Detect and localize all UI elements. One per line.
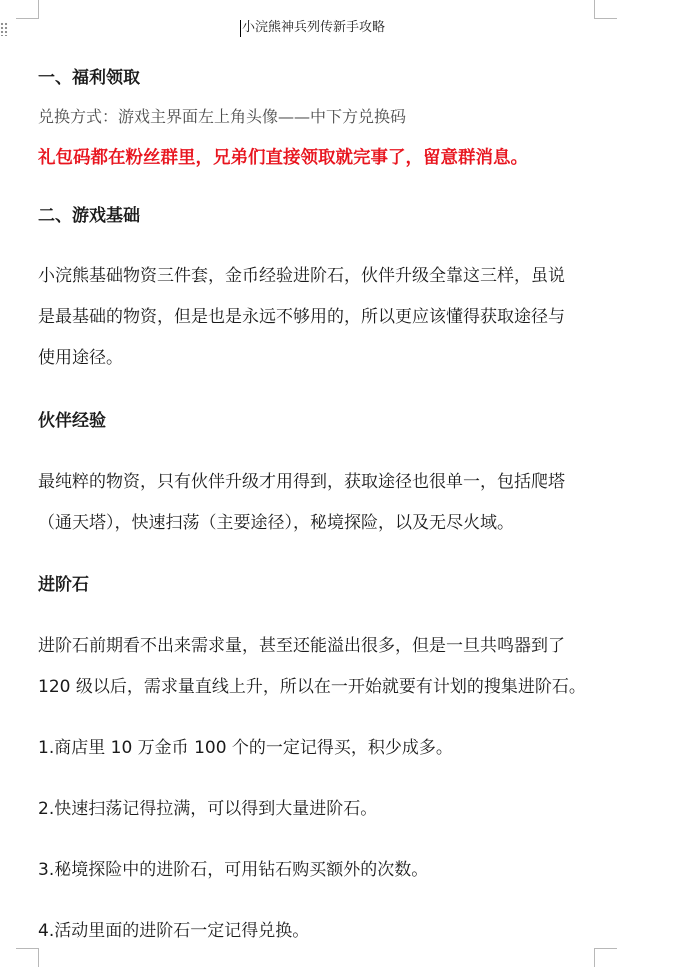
partner-exp-paragraph-line-2: （通天塔），快速扫荡（主要途径），秘境探险，以及无尽火域。 [38, 513, 514, 533]
advance-stone-tip-2: 2.快速扫荡记得拉满，可以得到大量进阶石。 [38, 799, 378, 819]
basics-paragraph-line-3: 使用途径。 [38, 348, 123, 368]
drag-handle-icon[interactable] [0, 22, 8, 36]
crop-mark-bottom-left [16, 948, 39, 967]
section-heading-advance-stone: 进阶石 [38, 575, 89, 595]
crop-mark-bottom-right [594, 948, 617, 967]
basics-paragraph-line-1: 小浣熊基础物资三件套，金币经验进阶石，伙伴升级全靠这三样，虽说 [38, 266, 565, 286]
crop-mark-top-right [594, 0, 617, 19]
text-cursor [240, 20, 241, 37]
advance-stone-paragraph-line-1: 进阶石前期看不出来需求量，甚至还能溢出很多，但是一旦共鸣器到了 [38, 636, 565, 656]
section-heading-partner-exp: 伙伴经验 [38, 411, 106, 431]
redeem-method-text: 兑换方式：游戏主界面左上角头像——中下方兑换码 [38, 107, 407, 126]
advance-stone-tip-1: 1.商店里 10 万金币 100 个的一定记得买，积少成多。 [38, 738, 453, 758]
crop-mark-top-left [16, 0, 39, 19]
advance-stone-tip-3: 3.秘境探险中的进阶石，可用钻石购买额外的次数。 [38, 860, 429, 880]
gift-code-notice: 礼包码都在粉丝群里，兄弟们直接领取就完事了，留意群消息。 [38, 148, 528, 168]
document-header-title[interactable]: 小浣熊神兵列传新手攻略 [242, 20, 386, 35]
partner-exp-paragraph-line-1: 最纯粹的物资，只有伙伴升级才用得到，获取途径也很单一，包括爬塔 [38, 472, 565, 492]
advance-stone-tip-4: 4.活动里面的进阶石一定记得兑换。 [38, 921, 310, 941]
section-heading-basics: 二、游戏基础 [38, 206, 140, 226]
advance-stone-paragraph-line-2: 120 级以后，需求量直线上升，所以在一开始就要有计划的搜集进阶石。 [38, 677, 586, 697]
basics-paragraph-line-2: 是最基础的物资，但是也是永远不够用的，所以更应该懂得获取途径与 [38, 307, 565, 327]
section-heading-welfare: 一、福利领取 [38, 68, 140, 88]
